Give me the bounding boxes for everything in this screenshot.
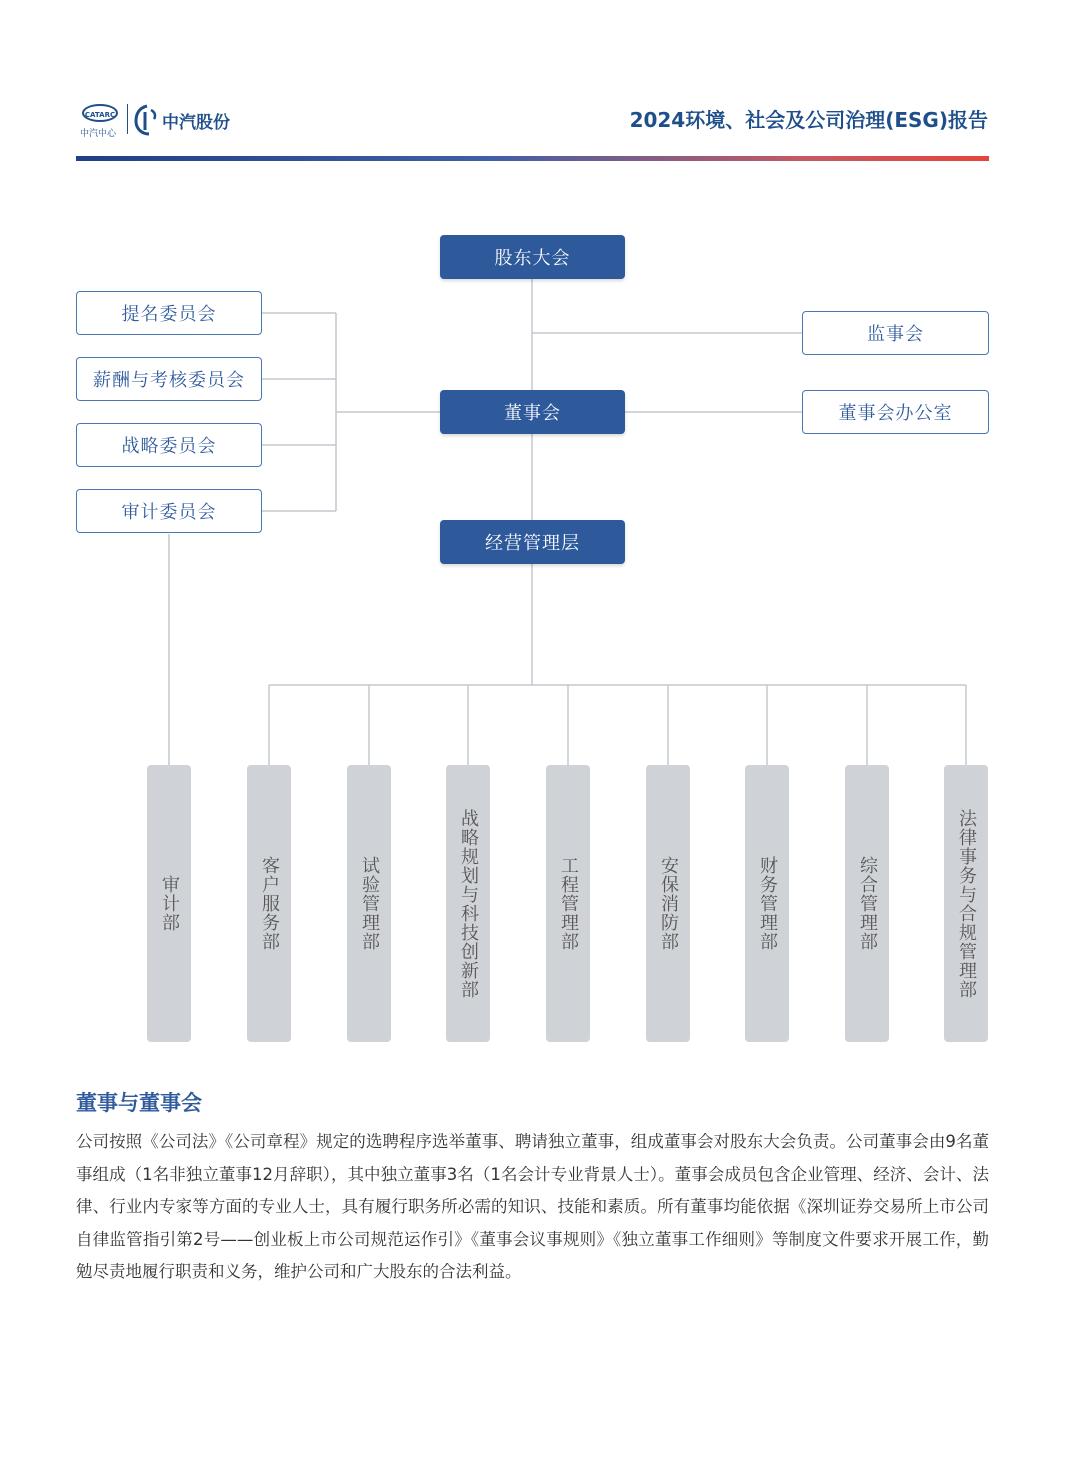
header-gradient-bar (76, 156, 989, 161)
supervisory-board-box: 监事会 (802, 311, 989, 355)
dept-label: 法律事务与合规管理部 (956, 808, 977, 999)
dept-label: 财务管理部 (757, 856, 778, 951)
zhongqi-logo-icon (133, 104, 159, 136)
board-office-box: 董事会办公室 (802, 390, 989, 434)
dept-label: 战略规划与科技创新部 (458, 808, 479, 999)
logo-divider (127, 104, 128, 134)
dept-engineering-management (546, 765, 590, 1042)
zhongqi-logo-text: 中汽股份 (162, 113, 230, 133)
dept-label: 试验管理部 (359, 856, 380, 951)
page-header (0, 0, 1080, 170)
nomination-committee-box: 提名委员会 (76, 291, 262, 335)
section-title: 董事与董事会 (76, 1091, 202, 1115)
dept-strategy-innovation (446, 765, 490, 1042)
remuneration-committee-box: 薪酬与考核委员会 (76, 357, 262, 401)
dept-security-fire (646, 765, 690, 1042)
dept-label: 安保消防部 (658, 856, 679, 951)
management-box: 经营管理层 (440, 520, 625, 564)
dept-label: 审计部 (159, 875, 180, 932)
dept-audit (147, 765, 191, 1042)
dept-label: 客户服务部 (259, 856, 280, 951)
dept-testing-management (347, 765, 391, 1042)
dept-label: 综合管理部 (857, 856, 878, 951)
strategy-committee-box: 战略委员会 (76, 423, 262, 467)
dept-finance-management (745, 765, 789, 1042)
shareholders-meeting-box: 股东大会 (440, 235, 625, 279)
section-body: 公司按照《公司法》《公司章程》规定的选聘程序选举董事、聘请独立董事，组成董事会对股东大会负责。公司董事会由9名董事组成（1名非独立董事12月辞职），其中独立董事3名（1名会计专业背景人士）。董事会成员包含企业管理、经济、会计、法律、行业内专家等方面的专业人士，具有履行职务所必需的知识、技能和素质。所有董事均能依据《深圳证券交易所上市公司自律监管指引第2号——创业板上市公司规范运作引》《董事会议事规则》《独立董事工作细则》等制度文件要求开展工作，勤勉尽责地履行职责和义务，维护公司和广大股东的合法利益。 (76, 1132, 989, 1281)
catarc-logo (80, 102, 124, 142)
audit-committee-box: 审计委员会 (76, 489, 262, 533)
board-of-directors-box: 董事会 (440, 390, 625, 434)
dept-customer-service (247, 765, 291, 1042)
catarc-logo-mark: CATARC (82, 104, 118, 122)
catarc-logo-text: 中汽中心 (80, 129, 117, 139)
report-title: 2024环境、社会及公司治理(ESG)报告 (629, 108, 988, 132)
dept-legal-compliance (944, 765, 988, 1042)
org-chart (0, 180, 1080, 1060)
dept-general-management (845, 765, 889, 1042)
dept-label: 工程管理部 (558, 856, 579, 951)
